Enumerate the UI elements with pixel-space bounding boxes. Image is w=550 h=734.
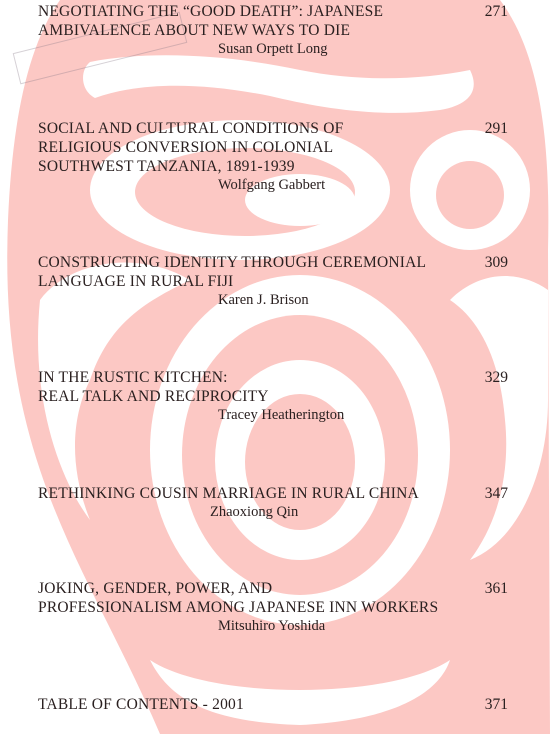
title-line: REAL TALK AND RECIPROCITY	[38, 388, 269, 405]
title-line: SOUTHWEST TANZANIA, 1891-1939	[38, 158, 295, 175]
entry-author: Tracey Heatherington	[218, 407, 345, 423]
title-line: SOCIAL AND CULTURAL CONDITIONS OF	[38, 120, 344, 137]
title-line: PROFESSIONALISM AMONG JAPANESE INN WORKERS	[38, 599, 439, 616]
entry-title	[38, 579, 508, 617]
title-line: RELIGIOUS CONVERSION IN COLONIAL	[38, 139, 334, 156]
entry-author: Karen J. Brison	[218, 292, 309, 308]
title-line: RETHINKING COUSIN MARRIAGE IN RURAL CHINA	[38, 485, 419, 502]
page-number: 371	[484, 696, 508, 713]
entry-title	[38, 695, 508, 714]
entry-author: Wolfgang Gabbert	[218, 177, 326, 193]
title-line: JOKING, GENDER, POWER, AND	[38, 580, 273, 597]
page-number: 309	[484, 254, 508, 271]
toc-entry[interactable]	[38, 484, 508, 522]
title-line: NEGOTIATING THE “GOOD DEATH”: JAPANESE	[38, 3, 384, 20]
toc-entry[interactable]	[38, 253, 508, 310]
entry-title	[38, 253, 508, 291]
toc-entry[interactable]	[38, 579, 508, 636]
entry-author: Mitsuhiro Yoshida	[218, 618, 326, 634]
entry-author: Zhaoxiong Qin	[210, 504, 299, 520]
entry-title	[38, 2, 508, 40]
title-line: LANGUAGE IN RURAL FIJI	[38, 273, 234, 290]
title-line: CONSTRUCTING IDENTITY THROUGH CEREMONIAL	[38, 254, 427, 271]
entry-title	[38, 119, 508, 176]
page-number: 361	[484, 580, 508, 597]
page-number: 347	[484, 485, 508, 502]
entry-title	[38, 368, 508, 406]
toc-entry[interactable]	[38, 368, 508, 425]
title-line: IN THE RUSTIC KITCHEN:	[38, 369, 228, 386]
title-line: AMBIVALENCE ABOUT NEW WAYS TO DIE	[38, 22, 351, 39]
page-number: 329	[484, 369, 508, 386]
entry-title	[38, 484, 508, 503]
toc-entry[interactable]	[38, 119, 508, 195]
page-number: 271	[484, 3, 508, 20]
page-number: 291	[484, 120, 508, 137]
title-line: TABLE OF CONTENTS - 2001	[38, 696, 244, 713]
toc-entry[interactable]	[38, 695, 508, 714]
toc-entry[interactable]	[38, 2, 508, 59]
entry-author: Susan Orpett Long	[218, 41, 328, 57]
